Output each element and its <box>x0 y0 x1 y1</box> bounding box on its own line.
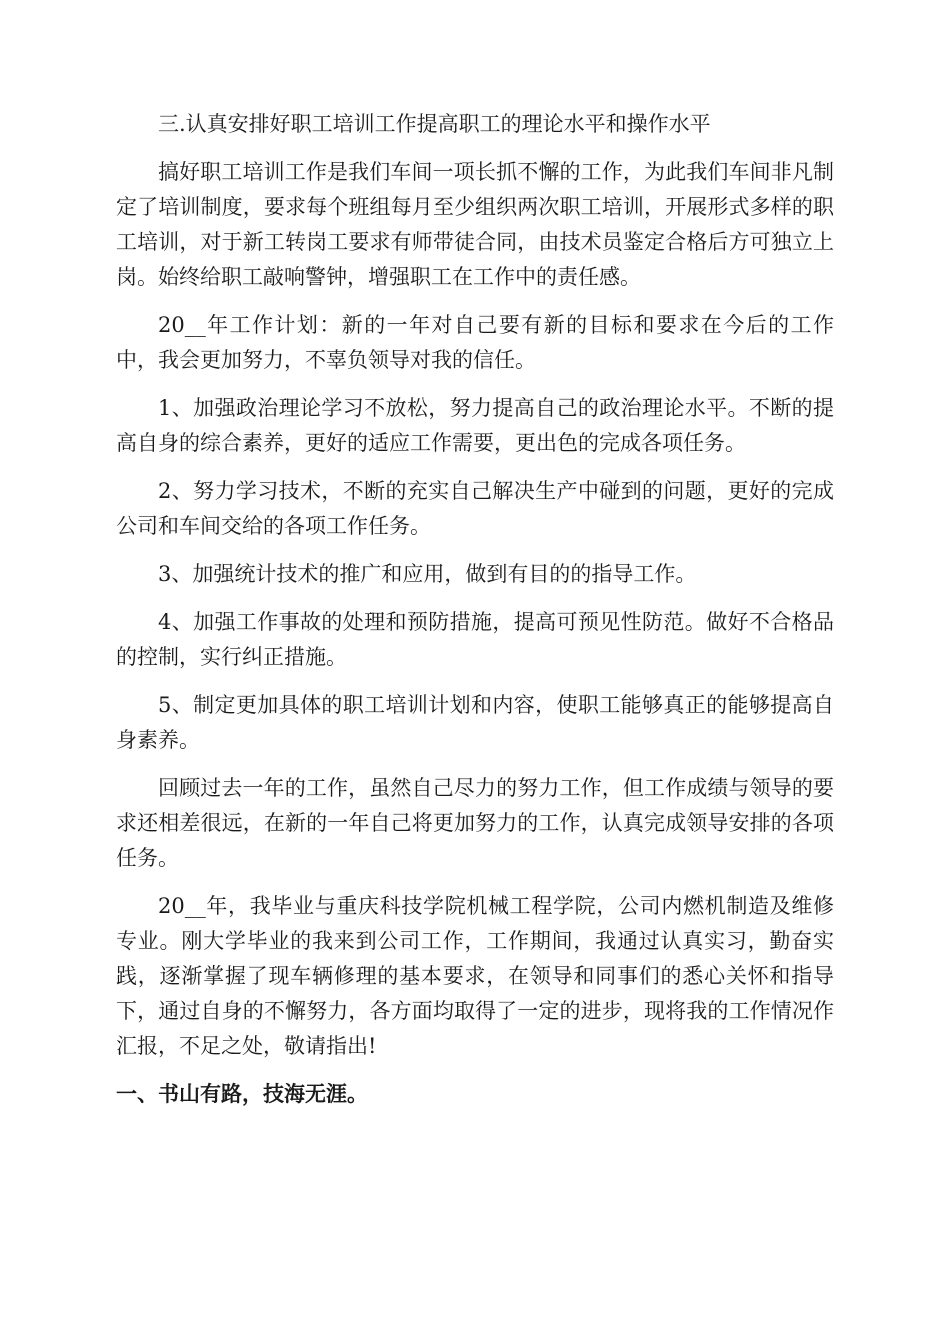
paragraph-review: 回顾过去一年的工作，虽然自己尽力的努力工作，但工作成绩与领导的要求还相差很远，在新的一年自己将更加努力的工作，认真完成领导安排的各项任务。 <box>116 776 834 870</box>
section-heading-training: 三.认真安排好职工培训工作提高职工的理论水平和操作水平 <box>158 112 711 136</box>
paragraph-work-plan-intro: 20__年工作计划：新的一年对自己要有新的目标和要求在今后的工作中，我会更加努力，不辜负领导对我的信任。 <box>116 313 834 372</box>
plan-item-5: 5、制定更加具体的职工培训计划和内容，使职工能够真正的能够提高自身素养。 <box>116 693 834 752</box>
paragraph-graduation: 20__年，我毕业与重庆科技学院机械工程学院，公司内燃机制造及维修专业。刚大学毕业的我来到公司工作，工作期间，我通过认真实习，勤奋实践，逐渐掌握了现车辆修理的基本要求，在领导和同事们的悉心关怀和指导下，通过自身的不懈努力，各方面均取得了一定的进步，现将我的工作情况作汇报，不足之处，敬请指出! <box>116 894 834 1058</box>
section-heading-study: 一、书山有路，技海无涯。 <box>116 1082 368 1106</box>
plan-item-2: 2、努力学习技术，不断的充实自己解决生产中碰到的问题，更好的完成公司和车间交给的各项工作任务。 <box>116 479 834 538</box>
plan-item-4: 4、加强工作事故的处理和预防措施，提高可预见性防范。做好不合格品的控制，实行纠正措施。 <box>116 610 834 669</box>
plan-item-1: 1、加强政治理论学习不放松，努力提高自己的政治理论水平。不断的提高自身的综合素养，更好的适应工作需要，更出色的完成各项任务。 <box>116 396 834 455</box>
paragraph-training-description: 搞好职工培训工作是我们车间一项长抓不懈的工作，为此我们车间非凡制定了培训制度，要求每个班组每月至少组织两次职工培训，开展形式多样的职工培训，对于新工转岗工要求有师带徒合同，由技术员鉴定合格后方可独立上岗。始终给职工敲响警钟，增强职工在工作中的责任感。 <box>116 160 834 289</box>
document-body <box>116 107 834 1125</box>
plan-item-3: 3、加强统计技术的推广和应用，做到有目的的指导工作。 <box>158 562 697 586</box>
